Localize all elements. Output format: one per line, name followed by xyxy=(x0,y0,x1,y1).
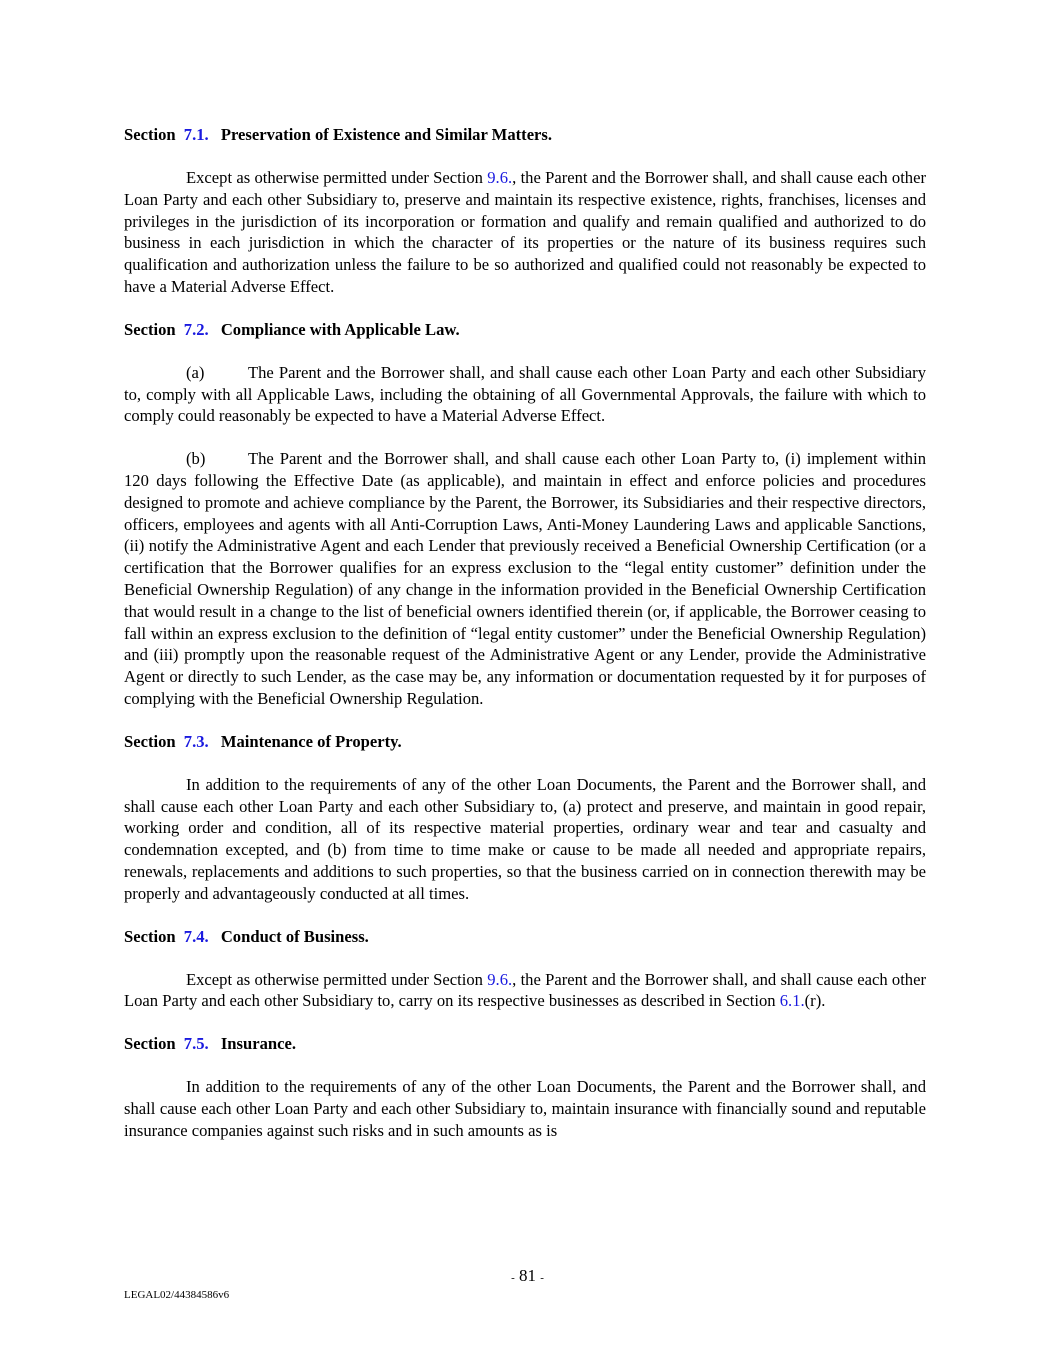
document-page xyxy=(124,124,926,1163)
clause-label: (b) xyxy=(186,449,206,469)
section-label: Section xyxy=(124,125,176,144)
page-number-value: 81 xyxy=(519,1266,536,1285)
clause-label: (a) xyxy=(186,362,205,382)
section-7-4-heading xyxy=(124,926,926,948)
section-7-1-paragraph xyxy=(124,167,926,298)
section-7-2-b-paragraph xyxy=(124,448,926,710)
page-number xyxy=(0,1266,1055,1286)
text-run: The Parent and the Borrower shall, and shall cause each other Loan Party to, (i) implement within 120 days following the Effective Date (as applicable), and maintain in effect and enforce policies and procedures designed to promote and achieve compliance by the Parent, the Borrower, its Subsidiaries and their respective directors, officers, employees and agents with all Anti-Corruption Laws, Anti-Money Laundering Laws and applicable Sanctions, (ii) notify the Administrative Agent and each Lender that previously received a Beneficial Ownership Certification (or a certification that the Borrower qualifies for an express exclusion to the “legal entity customer” definition under the Beneficial Ownership Regulation) of any change in the information provided in the Beneficial Ownership Certification that would result in a change to the list of beneficial owners identified therein (or, if applicable, the Borrower ceasing to fall within an express exclusion to the definition of “legal entity customer” under the Beneficial Ownership Regulation) and (iii) promptly upon the reasonable request of the Administrative Agent or any Lender, provide the Administrative Agent or directly to such Lender, as the case may be, any information or documentation requested by it for purposes of complying with the Beneficial Ownership Regulation. xyxy=(124,449,926,708)
section-title: Insurance. xyxy=(220,1034,296,1054)
section-title: Compliance with Applicable Law. xyxy=(220,319,460,339)
section-7-4-paragraph xyxy=(124,969,926,1013)
cross-reference-link[interactable]: 6.1. xyxy=(779,991,805,1011)
cross-reference-link[interactable]: 9.6. xyxy=(487,969,513,989)
section-label: Section xyxy=(124,926,176,946)
section-7-1-heading xyxy=(124,124,926,146)
section-number-link[interactable]: 7.1. xyxy=(183,125,209,144)
section-label: Section xyxy=(124,1034,176,1054)
section-title: Preservation of Existence and Similar Matters. xyxy=(220,125,553,144)
text-run: (r). xyxy=(804,991,826,1011)
section-7-5-paragraph: In addition to the requirements of any of the other Loan Documents, the Parent and the Borrower shall, and shall cause each other Loan Party and each other Subsidiary to, maintain insurance with financially sound and reputable insurance companies against such risks and in such amounts as is xyxy=(124,1077,926,1140)
cross-reference-link[interactable]: 9.6. xyxy=(487,168,513,187)
text-run: Except as otherwise permitted under Section xyxy=(186,969,488,989)
section-7-2-heading xyxy=(124,319,926,341)
section-label: Section xyxy=(124,319,176,339)
section-title: Conduct of Business. xyxy=(220,926,369,946)
page-number-dash: - xyxy=(511,1272,515,1284)
section-label: Section xyxy=(124,731,176,751)
section-7-3-paragraph: In addition to the requirements of any of the other Loan Documents, the Parent and the Borrower shall, and shall cause each other Loan Party and each other Subsidiary to, (a) protect and preserve, and maintain in good repair, working order and condition, all of its respective material properties, ordinary wear and tear and casualty and condemnation excepted, and (b) from time to time make or cause to be made all needed and appropriate repairs, renewals, replacements and additions to such properties, so that the business carried on in connection therewith may be properly and advantageously conducted at all times. xyxy=(124,774,926,903)
section-number-link[interactable]: 7.3. xyxy=(183,731,209,751)
text-run: Except as otherwise permitted under Section xyxy=(186,168,488,187)
section-7-3-heading xyxy=(124,731,926,753)
section-7-5-heading xyxy=(124,1033,926,1055)
text-run: , the Parent and the Borrower shall, and shall cause each other Loan Party and each other Subsidiary to, carry on its respective businesses as described in Section xyxy=(124,969,926,1011)
section-number-link[interactable]: 7.5. xyxy=(183,1034,209,1054)
section-7-2-a-paragraph xyxy=(124,362,926,427)
document-id: LEGAL02/44384586v6 xyxy=(124,1289,230,1301)
page-number-dash: - xyxy=(540,1272,544,1284)
section-number-link[interactable]: 7.2. xyxy=(183,319,209,339)
section-title: Maintenance of Property. xyxy=(220,731,402,751)
section-number-link[interactable]: 7.4. xyxy=(183,926,209,946)
text-run: , the Parent and the Borrower shall, and shall cause each other Loan Party and each other Subsidiary to, preserve and maintain its respective existence, rights, franchises, licenses and privileges in the jurisdiction of its incorporation or formation and qualify and remain qualified and authorized to do business in each jurisdiction in which the character of its properties or the nature of its business requires such qualification and authorization unless the failure to be so authorized and qualified could not reasonably be expected to have a Material Adverse Effect. xyxy=(124,168,926,296)
text-run: The Parent and the Borrower shall, and shall cause each other Loan Party and each other Subsidiary to, comply with all Applicable Laws, including the obtaining of all Governmental Approvals, the failure with which to comply could reasonably be expected to have a Material Adverse Effect. xyxy=(124,362,926,426)
